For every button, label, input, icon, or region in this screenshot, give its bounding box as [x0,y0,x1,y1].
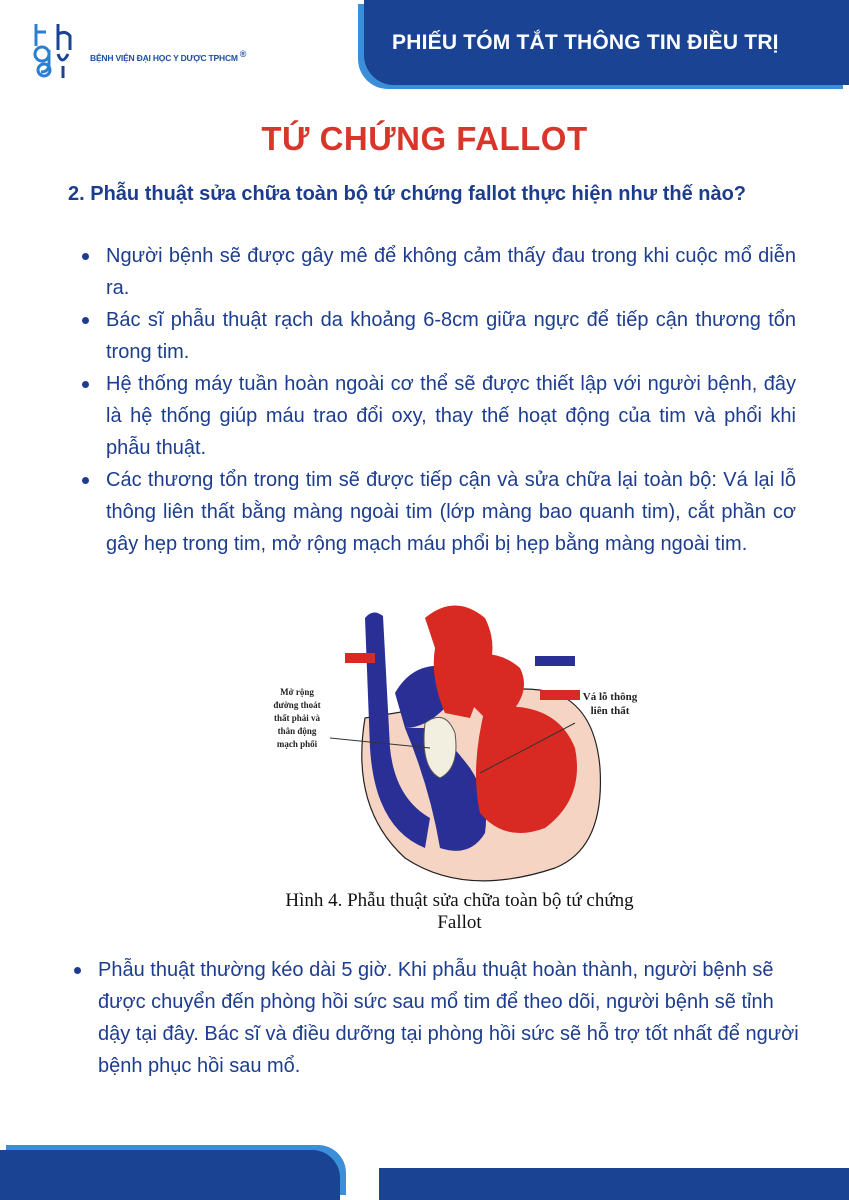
page-title: TỨ CHỨNG FALLOT [261,120,588,157]
diagram-label-left: Mở rộng [280,687,314,697]
heart-diagram [255,598,675,898]
heart-diagram-figure [255,598,675,898]
diagram-label-left: thất phải và [273,713,321,723]
header-banner-title: PHIẾU TÓM TẮT THÔNG TIN ĐIỀU TRỊ [392,31,779,54]
list-item: Bác sĩ phẫu thuật rạch da khoảng 6-8cm giữa ngực để tiếp cận thương tổn trong tim. [78,304,796,368]
list-item: Người bệnh sẽ được gây mê để không cảm thấy đau trong khi cuộc mổ diễn ra. [78,240,796,304]
vessel-left [345,653,375,663]
hospital-name: BỆNH VIỆN ĐẠI HỌC Y DƯỢC TPHCM ® [90,49,247,63]
hospital-logo-icon [30,20,88,82]
diagram-label-right: Vá lỗ thông [582,691,638,703]
footer-bar-right [379,1168,849,1200]
section-question: 2. Phẫu thuật sửa chữa toàn bộ tứ chứng fallot thực hiện như thế nào? [68,183,747,205]
diagram-label-left: mạch phổi [276,739,318,749]
list-item: Các thương tổn trong tim sẽ được tiếp cận và sửa chữa lại toàn bộ: Vá lại lỗ thông liên thất bằng màng ngoài tim (lớp màng bao quanh tim), cắt phần cơ gây hẹp trong tim, mở rộng mạch máu phổi bị hẹp bằng màng ngoài tim. [78,464,796,560]
diagram-label-left: đường thoát [273,700,321,710]
footer-bar-left [0,1150,340,1200]
figure-caption: Hình 4. Phẫu thuật sửa chữa toàn bộ tứ chứng Fallot [285,890,634,933]
pulmonary-branch [535,656,575,666]
recovery-info-list [70,954,800,1082]
list-item: Hệ thống máy tuần hoàn ngoài cơ thể sẽ được thiết lập với người bệnh, đây là hệ thống giúp máu trao đổi oxy, thay thế hoạt động của tim và phổi khi phẫu thuật. [78,368,796,464]
diagram-label-right: liên thất [590,705,630,717]
list-item: Phẫu thuật thường kéo dài 5 giờ. Khi phẫu thuật hoàn thành, người bệnh sẽ được chuyển đến phòng hồi sức sau mổ tim để theo dõi, người bệnh sẽ tỉnh dậy tại đây. Bác sĩ và điều dưỡng tại phòng hồi sức sẽ hỗ trợ tốt nhất để người bệnh phục hồi sau mổ. [70,954,800,1082]
hospital-logo [30,20,246,82]
diagram-label-left: thân động [277,726,317,736]
pulmonary-vein [540,690,580,700]
header-banner [364,0,849,85]
procedure-steps-list [78,240,796,560]
